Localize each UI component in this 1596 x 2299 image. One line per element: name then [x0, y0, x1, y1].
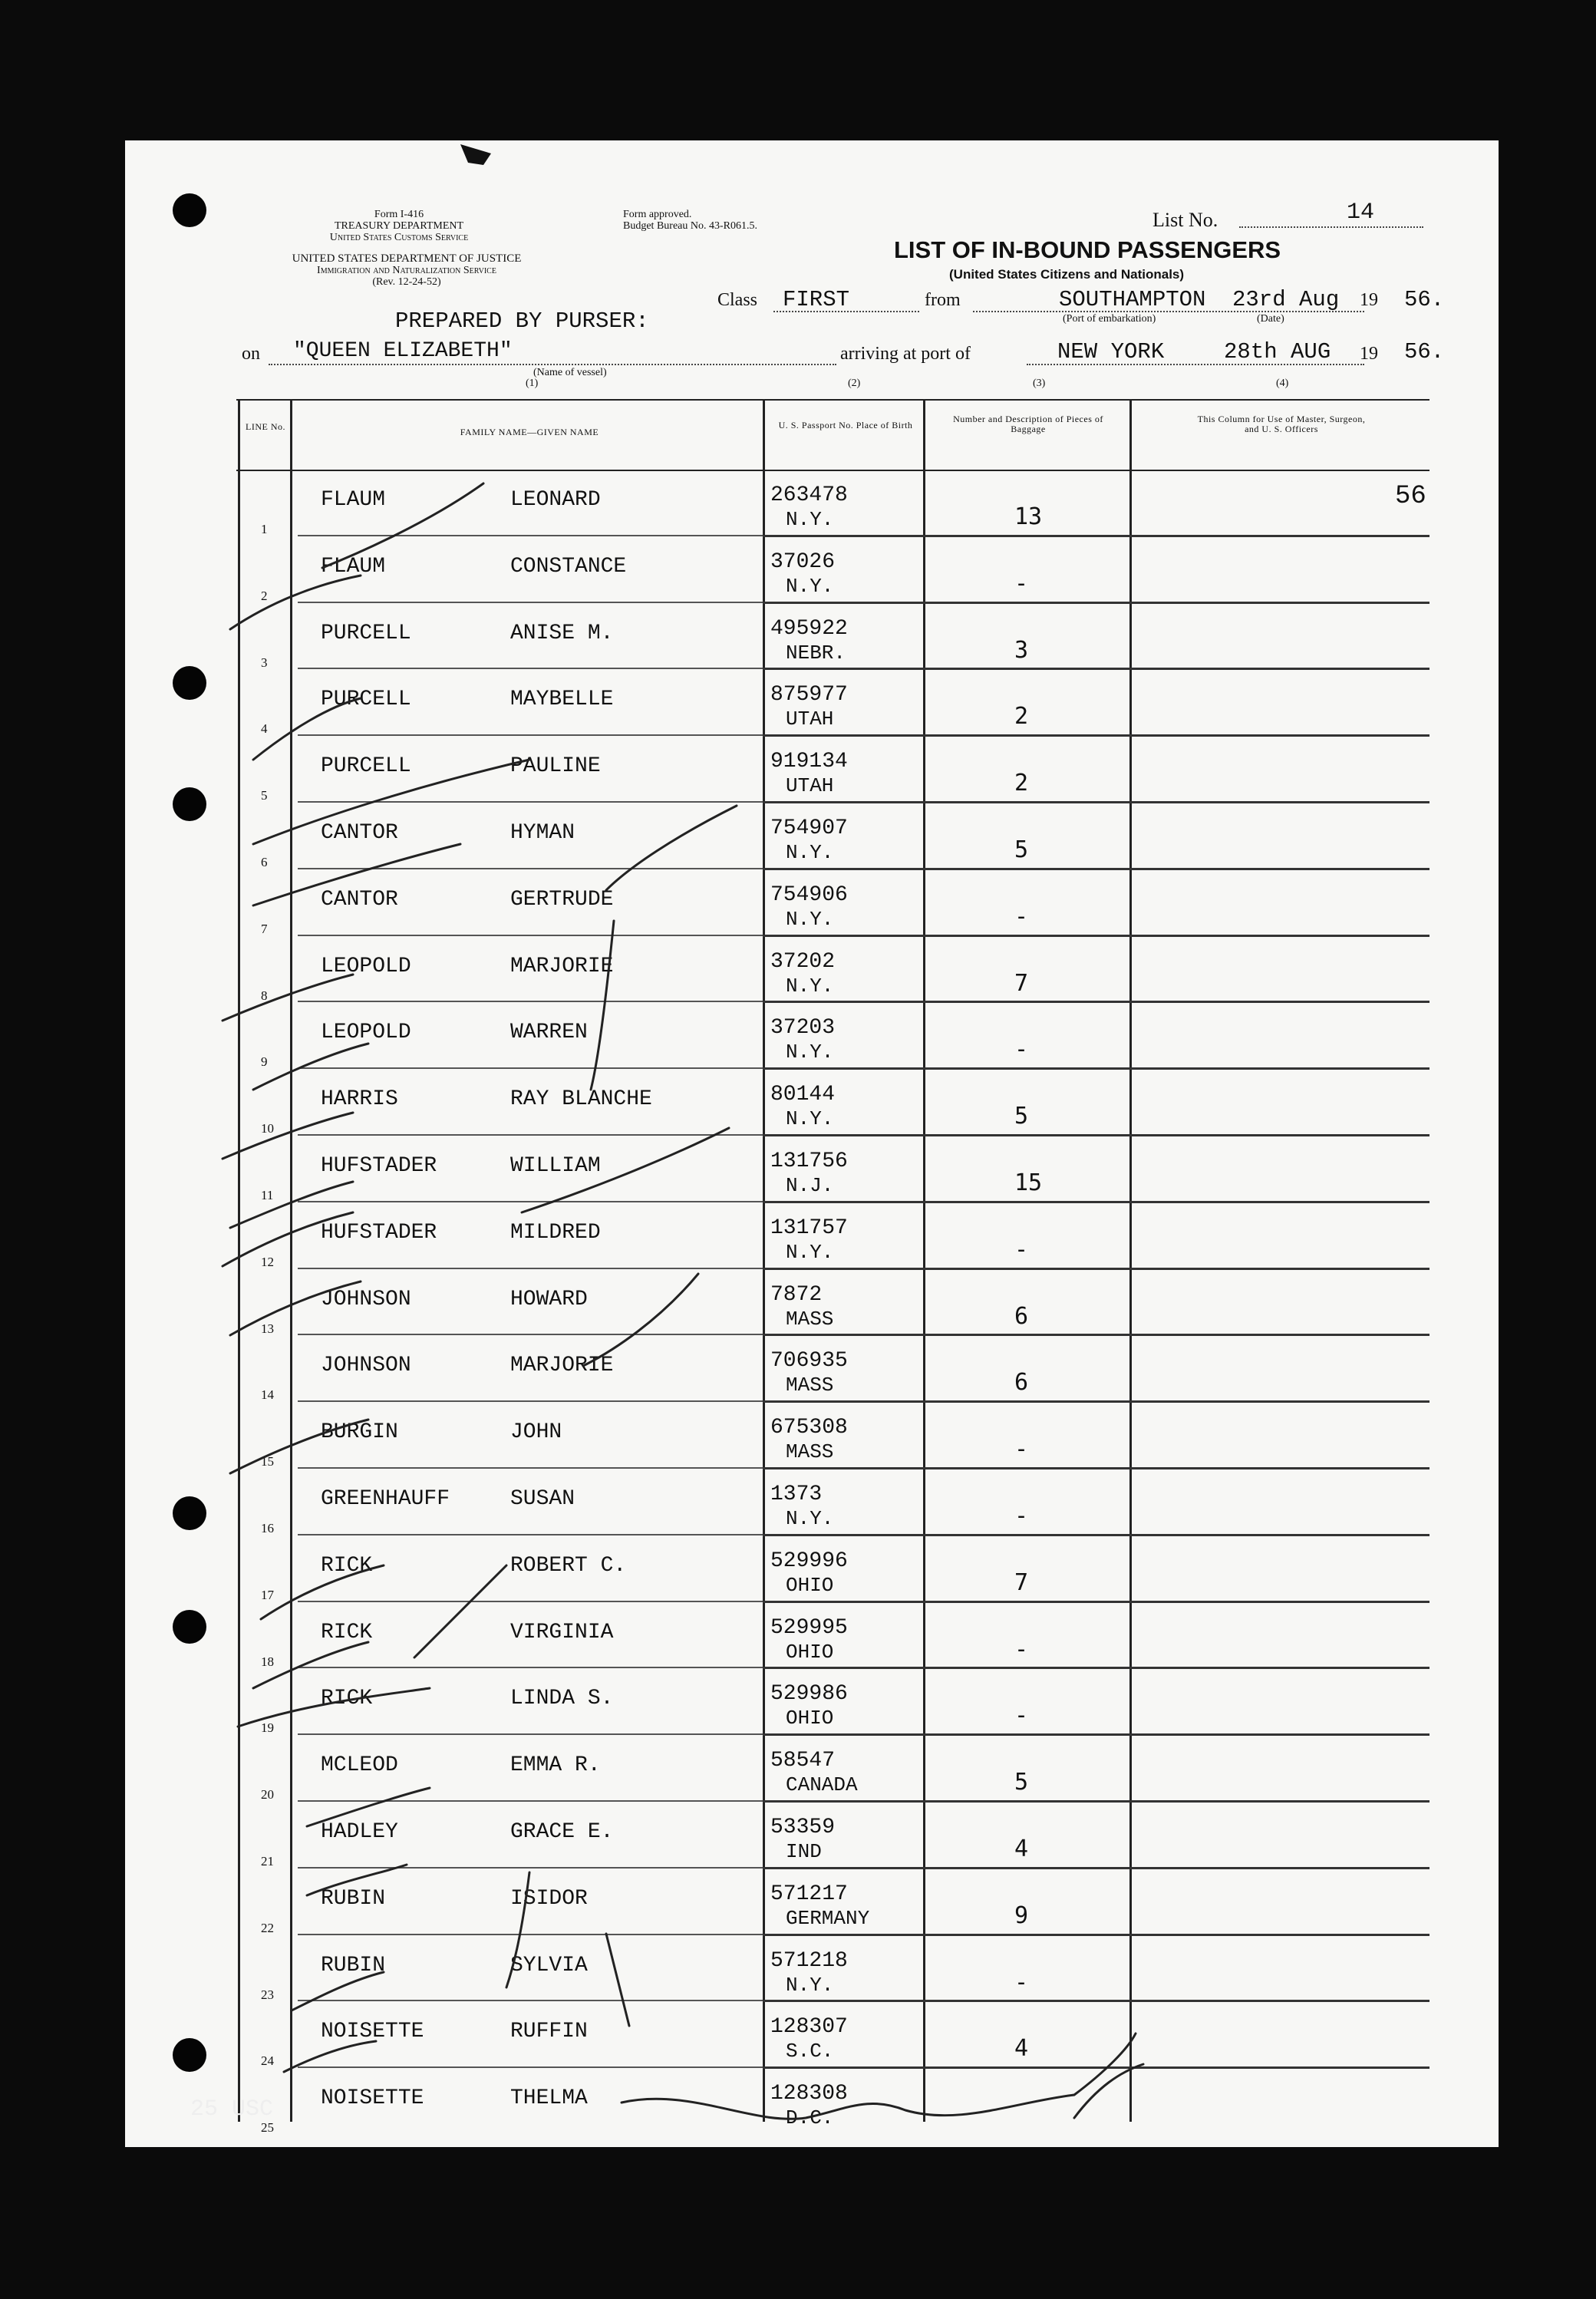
baggage-count: - [1014, 1968, 1029, 1996]
passport-number: 571218 [770, 1948, 848, 1973]
given-name: MARJORIE [510, 1354, 614, 1378]
baggage-count: 2 [1014, 770, 1029, 797]
given-name: PAULINE [510, 754, 601, 779]
baggage-count: - [1014, 569, 1029, 597]
form-subtitle: (United States Citizens and Nationals) [949, 267, 1185, 282]
col-officers-header: This Column for Use of Master, Surgeon, and U. S. Officers [1197, 414, 1366, 434]
given-name: GRACE E. [510, 1820, 614, 1844]
check-mark [284, 2041, 376, 2072]
line-number: 18 [261, 1654, 274, 1669]
family-name: PURCELL [321, 621, 411, 645]
line-number: 22 [261, 1920, 274, 1935]
date-caption: (Date) [1257, 313, 1284, 325]
baggage-count: 9 [1014, 1902, 1029, 1929]
prepared-by: PREPARED BY PURSER: [395, 308, 649, 334]
list-number: 14 [1347, 200, 1375, 226]
check-mark [522, 1128, 729, 1212]
family-name: NOISETTE [321, 2020, 424, 2044]
col-name-header: FAMILY NAME—GIVEN NAME [460, 427, 599, 437]
line-number: 15 [261, 1454, 274, 1469]
given-name: HOWARD [510, 1287, 588, 1311]
col-index-3: (3) [1033, 378, 1046, 389]
passport-number: 529995 [770, 1615, 848, 1640]
place-of-birth: OHIO [786, 1573, 834, 1597]
check-mark [307, 1788, 430, 1826]
baggage-count: 4 [1014, 1836, 1029, 1862]
family-name: RICK [321, 1687, 373, 1711]
family-name: RICK [321, 1620, 373, 1644]
family-name: BURGIN [321, 1420, 398, 1445]
budget-bureau: Budget Bureau No. 43-R061.5. [623, 220, 757, 232]
passport-number: 128307 [770, 2015, 848, 2040]
place-of-birth: IND [786, 1840, 822, 1863]
line-number: 11 [261, 1188, 274, 1202]
given-name: GERTRUDE [510, 887, 614, 912]
place-of-birth: UTAH [786, 708, 834, 731]
check-mark [223, 975, 353, 1021]
given-name: ROBERT C. [510, 1553, 627, 1578]
ins-service: Immigration and Naturalization Service [317, 265, 496, 276]
family-name: FLAUM [321, 554, 386, 579]
check-mark [253, 1642, 368, 1688]
check-mark [261, 1565, 384, 1619]
list-label: List No. [1152, 209, 1218, 231]
place-of-birth: N.Y. [786, 1107, 834, 1131]
customs-service: United States Customs Service [329, 232, 469, 243]
col-baggage-header: Number and Description of Pieces of Baggage [953, 414, 1103, 434]
line-number: 6 [261, 855, 268, 869]
given-name: ANISE M. [510, 621, 614, 645]
check-mark [606, 806, 737, 890]
revision: (Rev. 12-24-52) [372, 276, 441, 288]
inspector-signature [622, 2033, 1136, 2119]
check-mark [606, 1934, 629, 2026]
family-name: MCLEOD [321, 1753, 398, 1778]
col-line-header: LINE No. [246, 421, 285, 432]
check-mark [253, 844, 460, 905]
line-number: 5 [261, 788, 268, 803]
check-mark [253, 698, 361, 760]
given-name: MILDRED [510, 1220, 601, 1245]
given-name: LINDA S. [510, 1687, 614, 1711]
family-name: HUFSTADER [321, 1154, 437, 1178]
place-of-birth: N.Y. [786, 1973, 834, 1997]
justice-dept: UNITED STATES DEPARTMENT OF JUSTICE [292, 252, 522, 265]
arrival-year-prefix: 19 [1360, 344, 1378, 364]
margin-note: 25 USC [190, 2096, 274, 2123]
check-mark [253, 760, 529, 844]
given-name: RAY BLANCHE [510, 1087, 652, 1112]
family-name: PURCELL [321, 688, 411, 712]
family-name: CANTOR [321, 887, 398, 912]
given-name: VIRGINIA [510, 1620, 614, 1644]
check-mark [583, 1274, 698, 1366]
check-mark [292, 1972, 384, 2010]
line-number: 3 [261, 655, 268, 670]
col-index-4: (4) [1276, 378, 1289, 389]
passport-number: 675308 [770, 1416, 848, 1440]
family-name: RICK [321, 1553, 373, 1578]
baggage-count: 4 [1014, 2035, 1029, 2063]
given-name: ISIDOR [510, 1886, 588, 1911]
vessel-caption: (Name of vessel) [533, 367, 607, 378]
passport-number: 37202 [770, 949, 836, 974]
given-name: MAYBELLE [510, 688, 614, 712]
baggage-count: 5 [1014, 1769, 1029, 1796]
line-number: 17 [261, 1587, 274, 1602]
baggage-count: - [1014, 1635, 1029, 1663]
given-name: SUSAN [510, 1487, 575, 1511]
arrival-year: 56. [1404, 339, 1445, 364]
passport-number: 754906 [770, 882, 848, 907]
passport-number: 128308 [770, 2082, 848, 2106]
baggage-count: - [1014, 1436, 1029, 1463]
given-name: SYLVIA [510, 1953, 588, 1977]
officer-note: 56 [1395, 482, 1426, 511]
passport-number: 529996 [770, 1549, 848, 1573]
ink-blot [460, 144, 491, 165]
given-name: EMMA R. [510, 1753, 601, 1778]
place-of-birth: N.J. [786, 1174, 834, 1197]
line-number: 10 [261, 1121, 274, 1136]
col-index-1: (1) [526, 378, 539, 389]
line-number: 24 [261, 2053, 274, 2069]
baggage-count: 5 [1014, 1103, 1029, 1130]
baggage-count: 6 [1014, 1369, 1029, 1397]
line-number: 1 [261, 522, 268, 536]
baggage-count: 5 [1014, 836, 1029, 863]
check-mark [230, 1420, 368, 1473]
family-name: LEOPOLD [321, 954, 411, 978]
place-of-birth: CANADA [786, 1773, 858, 1797]
year-prefix: 19 [1360, 290, 1378, 310]
line-number: 25 [261, 2120, 274, 2136]
form-title: LIST OF IN-BOUND PASSENGERS [894, 236, 1281, 263]
place-of-birth: GERMANY [786, 1906, 870, 1930]
line-number: 12 [261, 1254, 274, 1269]
on-label: on [242, 344, 260, 364]
line-number: 19 [261, 1720, 274, 1736]
depart-date: 23rd Aug [1232, 287, 1340, 312]
check-mark [253, 1044, 368, 1090]
place-of-birth: NEBR. [786, 641, 846, 665]
baggage-count: 7 [1014, 969, 1029, 997]
line-number: 13 [261, 1321, 274, 1336]
check-mark [414, 1565, 506, 1657]
baggage-count: 3 [1014, 636, 1029, 664]
check-mark [230, 576, 361, 629]
place-of-birth: N.Y. [786, 1240, 834, 1264]
passport-number: 7872 [770, 1282, 823, 1307]
col-passport-header: U. S. Passport No. Place of Birth [778, 420, 913, 430]
place-of-birth: N.Y. [786, 841, 834, 864]
given-name: WILLIAM [510, 1154, 601, 1178]
line-number: 9 [261, 1054, 268, 1070]
place-of-birth: OHIO [786, 1640, 834, 1664]
passport-number: 131756 [770, 1150, 848, 1173]
baggage-count: 2 [1014, 703, 1029, 731]
passport-number: 263478 [770, 483, 848, 507]
depart-year: 56. [1404, 287, 1445, 312]
passport-number: 875977 [770, 683, 848, 708]
place-of-birth: S.C. [786, 2040, 834, 2063]
baggage-count: 6 [1014, 1302, 1029, 1330]
inspector-signature [1074, 2064, 1143, 2118]
passport-number: 495922 [770, 616, 848, 641]
line-number: 4 [261, 721, 268, 737]
arriving-label: arriving at port of [840, 344, 971, 364]
place-of-birth: D.C. [786, 2106, 834, 2130]
check-mark [223, 1113, 353, 1159]
col-index-2: (2) [848, 378, 861, 389]
passport-number: 37203 [770, 1016, 836, 1041]
arrival-port: NEW YORK [1057, 339, 1165, 364]
family-name: JOHNSON [321, 1354, 411, 1378]
line-number: 2 [261, 588, 268, 603]
line-number: 21 [261, 1854, 274, 1869]
line-number: 20 [261, 1787, 274, 1803]
passport-number: 1373 [770, 1483, 823, 1506]
family-name: HUFSTADER [321, 1220, 437, 1245]
given-name: WARREN [510, 1021, 588, 1045]
line-number: 16 [261, 1521, 274, 1535]
baggage-count: 7 [1014, 1568, 1029, 1596]
line-number: 8 [261, 988, 268, 1003]
baggage-count: - [1014, 1235, 1029, 1263]
place-of-birth: N.Y. [786, 1041, 834, 1064]
check-mark [223, 1212, 353, 1266]
check-mark [230, 1281, 361, 1335]
baggage-count: - [1014, 1702, 1029, 1730]
line-number: 14 [261, 1387, 274, 1403]
class-value: FIRST [783, 287, 850, 312]
family-name: NOISETTE [321, 2086, 424, 2111]
baggage-count: - [1014, 1502, 1029, 1529]
place-of-birth: MASS [786, 1374, 834, 1397]
family-name: PURCELL [321, 754, 411, 779]
baggage-count: 15 [1014, 1169, 1043, 1196]
passport-number: 37026 [770, 549, 836, 574]
family-name: GREENHAUFF [321, 1487, 450, 1511]
place-of-birth: MASS [786, 1440, 834, 1464]
embark-port: SOUTHAMPTON [1059, 287, 1206, 312]
place-of-birth: N.Y. [786, 508, 834, 531]
passport-number: 58547 [770, 1749, 836, 1773]
vessel-name: "QUEEN ELIZABETH" [293, 339, 513, 363]
family-name: RUBIN [321, 1953, 386, 1977]
given-name: HYMAN [510, 821, 575, 845]
passport-number: 706935 [770, 1349, 848, 1374]
check-mark [230, 1182, 353, 1228]
check-mark [506, 1872, 529, 1987]
place-of-birth: UTAH [786, 774, 834, 798]
place-of-birth: N.Y. [786, 574, 834, 598]
place-of-birth: MASS [786, 1307, 834, 1331]
passport-number: 919134 [770, 750, 848, 774]
given-name: LEONARD [510, 488, 601, 512]
form-number: Form I-416 [374, 209, 424, 220]
family-name: FLAUM [321, 488, 386, 512]
given-name: CONSTANCE [510, 554, 627, 579]
family-name: CANTOR [321, 821, 398, 845]
from-label: from [925, 290, 961, 310]
passport-number: 571217 [770, 1882, 848, 1906]
check-mark [238, 1688, 430, 1727]
arrival-date: 28th AUG [1224, 339, 1331, 364]
port-embark-caption: (Port of embarkation) [1063, 313, 1156, 325]
check-mark [591, 921, 614, 1090]
class-label: Class [717, 290, 758, 310]
place-of-birth: N.Y. [786, 974, 834, 998]
given-name: MARJORIE [510, 954, 614, 978]
baggage-count: 13 [1014, 503, 1043, 530]
line-number: 7 [261, 921, 268, 936]
given-name: RUFFIN [510, 2020, 588, 2044]
passport-number: 80144 [770, 1083, 836, 1107]
passport-number: 131757 [770, 1215, 848, 1240]
family-name: HARRIS [321, 1087, 398, 1112]
check-mark [322, 483, 483, 568]
treasury-dept: TREASURY DEPARTMENT [334, 220, 464, 232]
baggage-count: - [1014, 902, 1029, 930]
check-mark [307, 1865, 407, 1895]
passport-number: 754907 [770, 816, 848, 840]
baggage-count: - [1014, 1036, 1029, 1064]
place-of-birth: N.Y. [786, 1507, 834, 1530]
family-name: JOHNSON [321, 1287, 411, 1311]
given-name: JOHN [510, 1420, 562, 1445]
given-name: THELMA [510, 2086, 588, 2111]
place-of-birth: N.Y. [786, 907, 834, 931]
family-name: HADLEY [321, 1820, 398, 1844]
family-name: RUBIN [321, 1886, 386, 1911]
place-of-birth: OHIO [786, 1707, 834, 1730]
form-approved: Form approved. [623, 209, 692, 220]
line-number: 23 [261, 1987, 274, 2002]
family-name: LEOPOLD [321, 1021, 411, 1045]
passport-number: 53359 [770, 1816, 836, 1839]
passport-number: 529986 [770, 1682, 848, 1707]
